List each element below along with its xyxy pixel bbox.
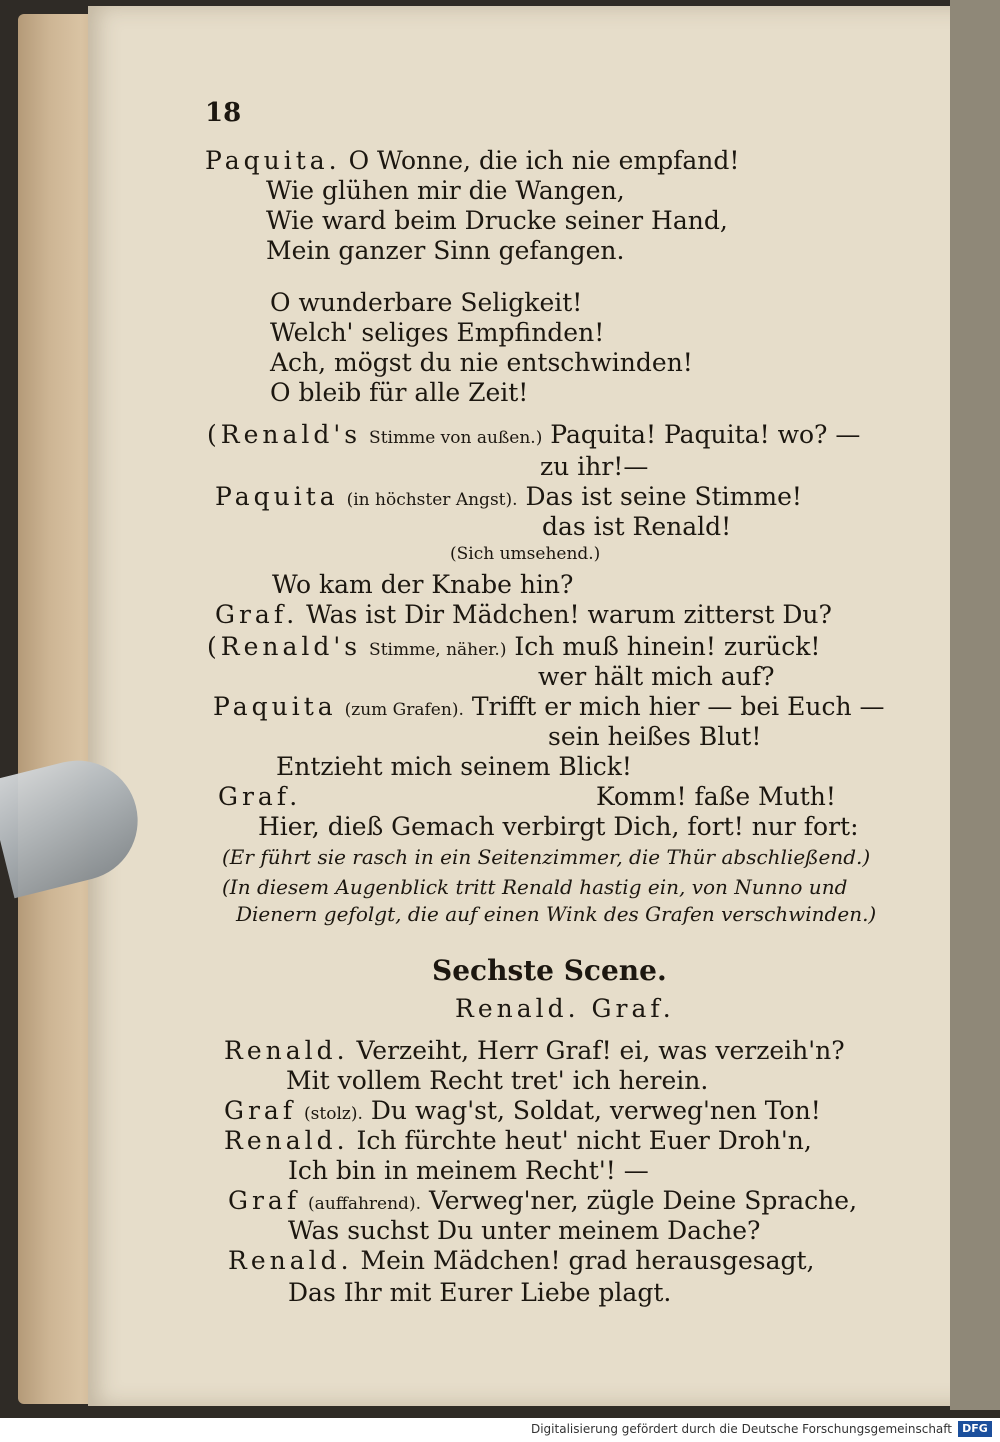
- text-line: Paquita. O Wonne, die ich nie empfand!: [205, 146, 740, 175]
- text-line: sein heißes Blut!: [548, 722, 762, 751]
- text-line: (Renald's Stimme, näher.) Ich muß hinein! zurück!: [207, 632, 821, 661]
- text-line: Graf. Was ist Dir Mädchen! warum zitterst Du?: [215, 600, 832, 629]
- text-line: Paquita (in höchster Angst). Das ist seine Stimme!: [215, 482, 802, 511]
- text-line: Renald. Ich fürchte heut' nicht Euer Droh'n,: [224, 1126, 812, 1155]
- text-line: Wie ward beim Drucke seiner Hand,: [266, 206, 728, 235]
- text-line: Was suchst Du unter meinem Dache?: [288, 1216, 761, 1245]
- stage-direction: (Sich umsehend.): [450, 544, 601, 564]
- page-number: 18: [205, 98, 242, 128]
- text-line: Ach, mögst du nie entschwinden!: [270, 348, 693, 377]
- text-line: Entzieht mich seinem Blick!: [276, 752, 632, 781]
- stage-direction: (In diesem Augenblick tritt Renald hastig ein, von Nunno und: [222, 875, 848, 899]
- text-line: O wunderbare Seligkeit!: [270, 288, 583, 317]
- text-line: das ist Renald!: [542, 512, 732, 541]
- dfg-logo: DFG: [958, 1421, 992, 1437]
- text-line: wer hält mich auf?: [538, 662, 775, 691]
- text-line: zu ihr!—: [540, 452, 649, 481]
- text-line: Wie glühen mir die Wangen,: [266, 176, 625, 205]
- text-line: Graf (stolz). Du wag'st, Soldat, verweg'nen Ton!: [224, 1096, 821, 1125]
- text-line: Hier, dieß Gemach verbirgt Dich, fort! nur fort:: [258, 812, 859, 841]
- text-line: Graf.: [218, 782, 302, 811]
- text-line: (Renald's Stimme von außen.) Paquita! Paquita! wo? —: [207, 420, 861, 449]
- text-line: Mein ganzer Sinn gefangen.: [266, 236, 625, 265]
- text-line: Mit vollem Recht tret' ich herein.: [286, 1066, 709, 1095]
- text-line: O bleib für alle Zeit!: [270, 378, 529, 407]
- scene-heading: Sechste Scene.: [432, 954, 667, 987]
- footer-credit: Digitalisierung gefördert durch die Deutsche Forschungsgemeinschaft: [530, 1422, 952, 1436]
- stage-direction: (Er führt sie rasch in ein Seitenzimmer, die Thür abschließend.): [222, 845, 871, 869]
- text-line: Graf (auffahrend). Verweg'ner, zügle Deine Sprache,: [228, 1186, 858, 1215]
- text-line: Renald. Verzeiht, Herr Graf! ei, was verzeih'n?: [224, 1036, 845, 1065]
- text-line: Das Ihr mit Eurer Liebe plagt.: [288, 1278, 672, 1307]
- text-line: Wo kam der Knabe hin?: [272, 570, 574, 599]
- scene-characters: Renald. Graf.: [455, 994, 675, 1023]
- text-line: Renald. Mein Mädchen! grad herausgesagt,: [228, 1246, 815, 1275]
- text-line: Ich bin in meinem Recht'! —: [288, 1156, 649, 1185]
- stage-direction: Dienern gefolgt, die auf einen Wink des Grafen verschwinden.): [236, 902, 877, 926]
- text-line: Paquita (zum Grafen). Trifft er mich hier — bei Euch —: [213, 692, 885, 721]
- text-line: Welch' seliges Empfinden!: [270, 318, 605, 347]
- text-line: Komm! faße Muth!: [596, 782, 836, 811]
